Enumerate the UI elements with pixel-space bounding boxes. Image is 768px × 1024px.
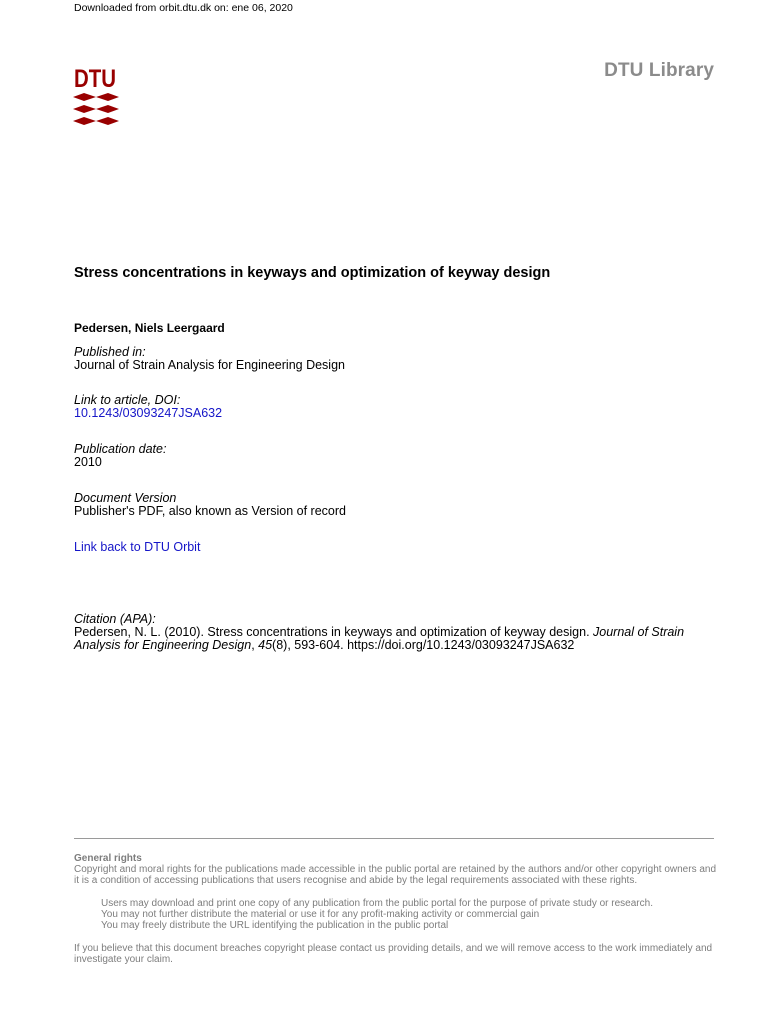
list-item: You may freely distribute the URL identifying the publication in the public portal xyxy=(101,920,449,931)
general-rights-intro: Copyright and moral rights for the publications made accessible in the public portal are retained by the authors and/or other copyright owners and it is a condition of accessing publications that users recognise and abide by the legal requirements associated with these rights. xyxy=(74,864,717,886)
divider xyxy=(74,838,714,839)
citation xyxy=(74,613,714,652)
doi-field xyxy=(74,394,222,420)
dtu-orbit-link[interactable]: Link back to DTU Orbit xyxy=(74,540,201,554)
publication-date xyxy=(74,443,166,469)
doi-label: Link to article, DOI: xyxy=(74,393,181,407)
rights-list xyxy=(101,898,719,931)
document-version-value: Publisher's PDF, also known as Version of record xyxy=(74,504,346,518)
citation-label: Citation (APA): xyxy=(74,612,156,626)
citation-text: Pedersen, N. L. (2010). Stress concentrations in keyways and optimization of keyway design. Journal of Strain Analysis for Engineering Design, 45(8), 593-604. https://doi.org/10.1243/03093247JSA632 xyxy=(74,625,685,652)
published-in-value: Journal of Strain Analysis for Engineering Design xyxy=(74,358,345,372)
document-version xyxy=(74,492,346,518)
published-in xyxy=(74,346,345,372)
dtu-logo xyxy=(73,63,119,127)
general-rights-closing: If you believe that this document breaches copyright please contact us providing details, and we will remove access to the work immediately and investigate your claim. xyxy=(74,943,713,965)
published-in-label: Published in: xyxy=(74,345,146,359)
list-item: You may not further distribute the material or use it for any profit-making activity or commercial gain xyxy=(101,909,540,920)
publication-date-value: 2010 xyxy=(74,455,102,469)
doi-link[interactable]: 10.1243/03093247JSA632 xyxy=(74,406,223,420)
document-title: Stress concentrations in keyways and optimization of keyway design xyxy=(74,265,551,281)
author: Pedersen, Niels Leergaard xyxy=(74,321,225,335)
document-version-label: Document Version xyxy=(74,491,177,505)
publication-date-label: Publication date: xyxy=(74,442,167,456)
general-rights-heading: General rights xyxy=(74,853,142,864)
dtu-library-wordmark: DTU Library xyxy=(604,60,714,81)
list-item: Users may download and print one copy of any publication from the public portal for the purpose of private study or research. xyxy=(101,898,653,909)
download-notice: Downloaded from orbit.dtu.dk on: ene 06, 2020 xyxy=(74,2,293,14)
general-rights xyxy=(74,853,719,965)
dtu-logo-text: DTU xyxy=(74,65,116,93)
